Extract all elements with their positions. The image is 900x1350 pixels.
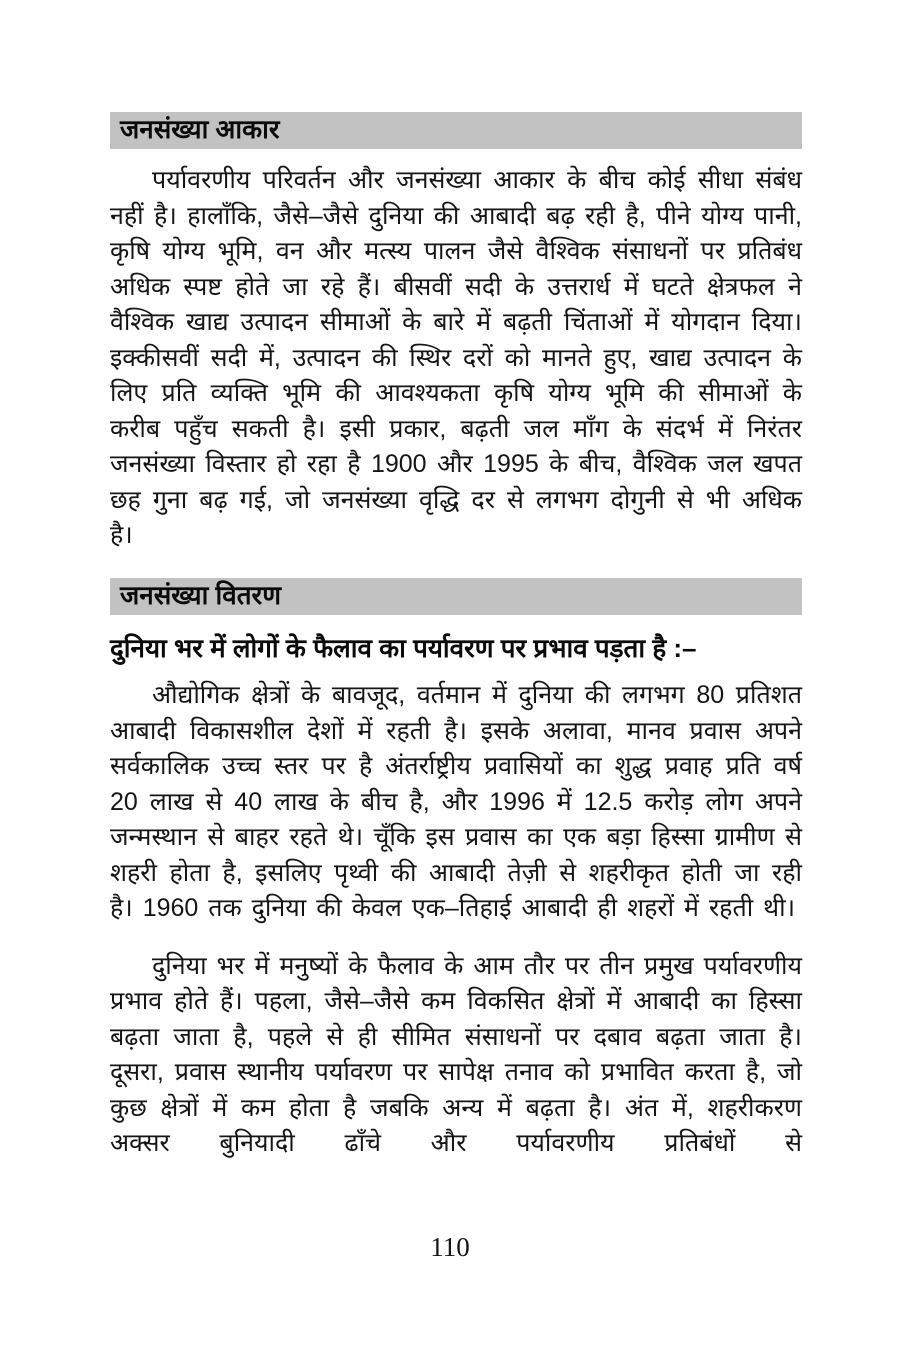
page-number: 110	[430, 1232, 470, 1262]
paragraph-population-size: पर्यावरणीय परिवर्तन और जनसंख्या आकार के बीच कोई सीधा संबंध नहीं है। हालाँकि, जैसे–जैसे दुनिया की आबादी बढ़ रही है, पीने योग्य पानी, कृषि योग्य भूमि, वन और मत्स्य पालन जैसे वैश्विक संसाधनों पर प्रतिबंध अधिक स्पष्ट होते जा रहे हैं। बीसवीं सदी के उत्तरार्ध में घटते क्षेत्रफल ने वैश्विक खाद्य उत्पादन सीमाओं के बारे में बढ़ती चिंताओं में योगदान दिया। इक्कीसवीं सदी में, उत्पादन की स्थिर दरों को मानते हुए, खाद्य उत्पादन के लिए प्रति व्यक्ति भूमि की आवश्यकता कृषि योग्य भूमि की सीमाओं के करीब पहुँच सकती है। इसी प्रकार, बढ़ती जल माँग के संदर्भ में निरंतर जनसंख्या विस्तार हो रहा है 1900 और 1995 के बीच, वैश्विक जल खपत छह गुना बढ़ गई, जो जनसंख्या वृद्धि दर से लगभग दोगुनी से भी अधिक है।	[110, 166, 802, 550]
section-heading-population-distribution: जनसंख्या वितरण	[110, 578, 802, 615]
page-content	[110, 112, 802, 1162]
section-heading-population-size: जनसंख्या आकार	[110, 112, 802, 149]
paragraph-distribution-1: औद्योगिक क्षेत्रों के बावजूद, वर्तमान में दुनिया की लगभग 80 प्रतिशत आबादी विकासशील देशों में रहती है। इसके अलावा, मानव प्रवास अपने सर्वकालिक उच्च स्तर पर है अंतर्राष्ट्रीय प्रवासियों का शुद्ध प्रवाह प्रति वर्ष 20 लाख से 40 लाख के बीच है, और 1996 में 12.5 करोड़ लोग अपने जन्मस्थान से बाहर रहते थे। चूँकि इस प्रवास का एक बड़ा हिस्सा ग्रामीण से शहरी होता है, इसलिए पृथ्वी की आबादी तेज़ी से शहरीकृत होती जा रही है। 1960 तक दुनिया की केवल एक–तिहाई आबादी ही शहरों में रहती थी।	[110, 681, 802, 923]
distribution-subheading: दुनिया भर में लोगों के फैलाव का पर्यावरण पर प्रभाव पड़ता है :–	[110, 633, 697, 664]
paragraph-distribution-2: दुनिया भर में मनुष्यों के फैलाव के आम तौर पर तीन प्रमुख पर्यावरणीय प्रभाव होते हैं। पहला, जैसे–जैसे कम विकसित क्षेत्रों में आबादी का हिस्सा बढ़ता जाता है, पहले से ही सीमित संसाधनों पर दबाव बढ़ता जाता है। दूसरा, प्रवास स्थानीय पर्यावरण पर सापेक्ष तनाव को प्रभावित करता है, जो कुछ क्षेत्रों में कम होता है जबकि अन्य में बढ़ता है। अंत में, शहरीकरण अक्सर बुनियादी ढाँचे और पर्यावरणीय प्रतिबंधों से	[110, 951, 802, 1158]
